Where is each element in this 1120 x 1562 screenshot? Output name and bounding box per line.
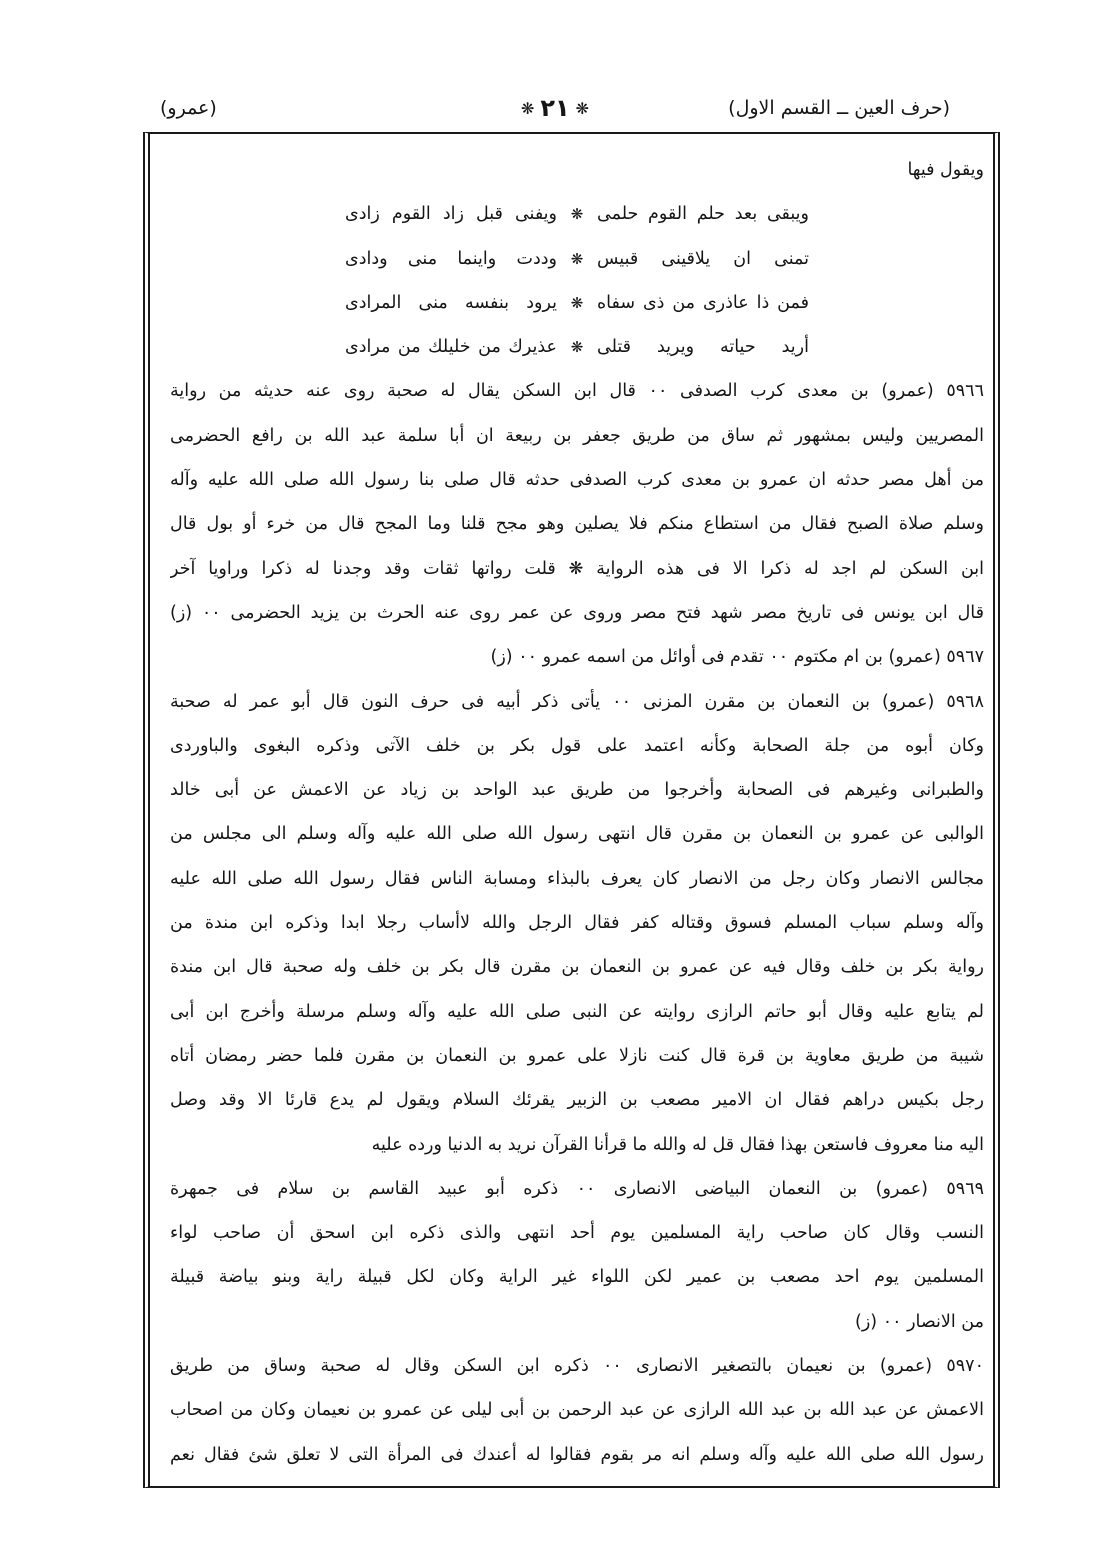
entry-line	[170, 1167, 984, 1211]
hemistich-second: وددت واينما منى ودادى	[345, 248, 557, 269]
entry-line: والطبرانى وغيرهم فى الصحابة وأخرجوا من طريق عبد الواحد بن زياد عن الاعمش عن أبى خالد	[170, 780, 984, 801]
entry-line: وكان أبوه من جلة الصحابة وكأنه اعتمد على قول بكر بن خلف الآتى وذكره البغوى والباوردى	[170, 735, 984, 756]
entry-number: ٥٩٦٨	[946, 691, 984, 712]
poem	[170, 192, 984, 369]
entry-line	[170, 369, 984, 413]
entry-line: المصريين وليس بمشهور ثم ساق من طريق جعفر بن ربيعة ان أبا سلمة عبد الله بن رافع الحضرمى	[170, 425, 984, 446]
entry-number: ٥٩٦٦	[946, 381, 984, 402]
entry	[170, 680, 984, 1167]
entry-line: رسول الله صلى الله عليه وآله وسلم انه مر بقوم فقالوا له أعندك فى المرأة التى لا تعلق شئ فقال نعم	[170, 1444, 984, 1465]
intro-line: ويقول فيها	[907, 160, 984, 180]
hemistich-second: ويفنى قبل زاد القوم زادى	[345, 204, 557, 225]
hemistich-first: ويبقى بعد حلم القوم حلمى	[597, 204, 809, 225]
entry-text: (عمرو) بن النعمان بن مقرن المزنى ٠٠ يأتى ذكر أبيه فى حرف النون قال أبو عمر له صحبة	[170, 691, 935, 712]
entry-line: قال ابن يونس فى تاريخ مصر شهد فتح مصر وروى عن عمر روى عنه الحرث بن يزيد الحضرمى ٠٠ (ز)	[170, 602, 984, 623]
entry-line: الوالبى عن عمرو بن النعمان بن مقرن قال انتهى رسول الله صلى الله عليه وآله وسلم الى مجلس من	[170, 824, 984, 845]
entry-line	[170, 680, 984, 724]
text-column	[170, 148, 984, 1477]
page-number-group	[490, 88, 620, 128]
hemistich-second: عذيرك من خليلك من مرادى	[345, 337, 557, 358]
hemistich-first: تمنى ان يلاقينى قبيس	[597, 248, 809, 269]
hemistich-first: فمن ذا عاذرى من ذى سفاه	[597, 292, 809, 313]
entry-line: الاعمش عن عبد الله بن عبد الله الرازى عن عبد الرحمن بن أبى ليلى عن عمرو بن نعيمان وكان من اصحاب	[170, 1400, 984, 1421]
entry-number: ٥٩٦٩	[946, 1178, 984, 1199]
entry-number: ٥٩٧٠	[946, 1356, 984, 1377]
entry-line: شيبة من طريق معاوية بن قرة قال كنت نازلا على عمرو بن النعمان بن مقرن فلما حضر رمضان أتاه	[170, 1045, 984, 1066]
entry-number: ٥٩٦٧	[946, 647, 984, 668]
entry-line: اليه منا معروف فاستعن بهذا فقال قل له والله ما قرأنا القرآن نريد به الدنيا ورده عليه	[371, 1134, 984, 1155]
verse-separator-icon: ❋	[570, 249, 584, 268]
section-title: (حرف العين ــ القسم الاول)	[728, 97, 950, 119]
poem-verse	[170, 281, 984, 325]
entry	[170, 1167, 984, 1344]
entry-line: وسلم صلاة الصبح فقال من استطاع منكم فلا يصلين وهو مجح قلنا وما المجح قال من خرء أو بول قال	[170, 514, 984, 535]
poem-verse	[170, 325, 984, 369]
entry-line	[170, 635, 984, 679]
entry-text: (عمرو) بن معدى كرب الصدفى ٠٠ قال ابن السكن يقال له صحبة روى عنه حديثه من رواية	[170, 381, 934, 402]
verse-separator-icon: ❋	[570, 205, 584, 224]
entry	[170, 369, 984, 635]
hemistich-second: يرود بنفسه منى المرادى	[345, 292, 557, 313]
entry-line: رجل بكيس دراهم فقال ان الامير مصعب بن الزبير يقرئك السلام ويقول لم يدع قارئا الا وقد وصل	[170, 1090, 984, 1111]
entry-line: مجالس الانصار وكان رجل من الانصار كان يعرف بالبذاء ومسابة الناس فقال رسول الله صلى الله عليه	[170, 868, 984, 889]
entry-line: وآله وسلم سباب المسلم فسوق وقتاله كفر فقال الرجل والله لاأساب رجلا ابدا وذكره ابن مندة من	[170, 913, 984, 934]
entry-line: من الانصار ٠٠ (ز)	[855, 1311, 984, 1332]
entry-line: ابن السكن لم اجد له ذكرا الا فى هذه الرواية ❋ قلت رواتها ثقات وقد وجدنا له ذكرا وراويا آخر	[170, 558, 984, 579]
running-head: (عمرو)	[160, 97, 217, 119]
hemistich-first: أريد حياته ويريد قتلى	[597, 337, 809, 358]
poem-verse	[170, 237, 984, 281]
poem-verse	[170, 192, 984, 236]
entry-line: رواية بكر بن خلف وقال فيه عن عمرو بن النعمان بن مقرن قال بكر بن خلف وله صحبة قال ابن مندة	[170, 957, 984, 978]
entry-line: لم يتابع عليه وقال أبو حاتم الرازى روايته عن النبى صلى الله عليه وآله وسلم مرسلة وأخرج ابن أبى	[170, 1001, 984, 1022]
page-number: ٢١	[540, 94, 570, 122]
entry-line: النسب وقال كان صاحب راية المسلمين يوم أحد انتهى والذى ذكره ابن اسحق أن صاحب لواء	[170, 1223, 984, 1244]
entry-text: (عمرو) بن ام مكتوم ٠٠ تقدم فى أوائل من اسمه عمرو ٠٠ (ز)	[490, 647, 941, 668]
entry-line: من أهل مصر حدثه ان عمرو بن معدى كرب الصدفى حدثه قال صلى بنا رسول الله صلى الله عليه وآله	[170, 470, 984, 491]
entry-line	[170, 1344, 984, 1388]
entry-text: (عمرو) بن نعيمان بالتصغير الانصارى ٠٠ ذكره ابن السكن وقال له صحبة وساق من طريق	[170, 1356, 933, 1377]
ornament-icon: ❋	[575, 99, 590, 118]
ornament-icon: ❋	[520, 99, 535, 118]
entry-text: (عمرو) بن النعمان البياضى الانصارى ٠٠ ذكره أبو عبيد القاسم بن سلام فى جمهرة	[170, 1178, 928, 1199]
entry	[170, 1344, 984, 1477]
verse-separator-icon: ❋	[570, 338, 584, 357]
entry-line: المسلمين يوم احد مصعب بن عمير لكن اللواء غير الراية وكان لكل قبيلة راية وبنو بياضة قبيلة	[170, 1267, 984, 1288]
verse-separator-icon: ❋	[570, 293, 584, 312]
entry	[170, 635, 984, 679]
